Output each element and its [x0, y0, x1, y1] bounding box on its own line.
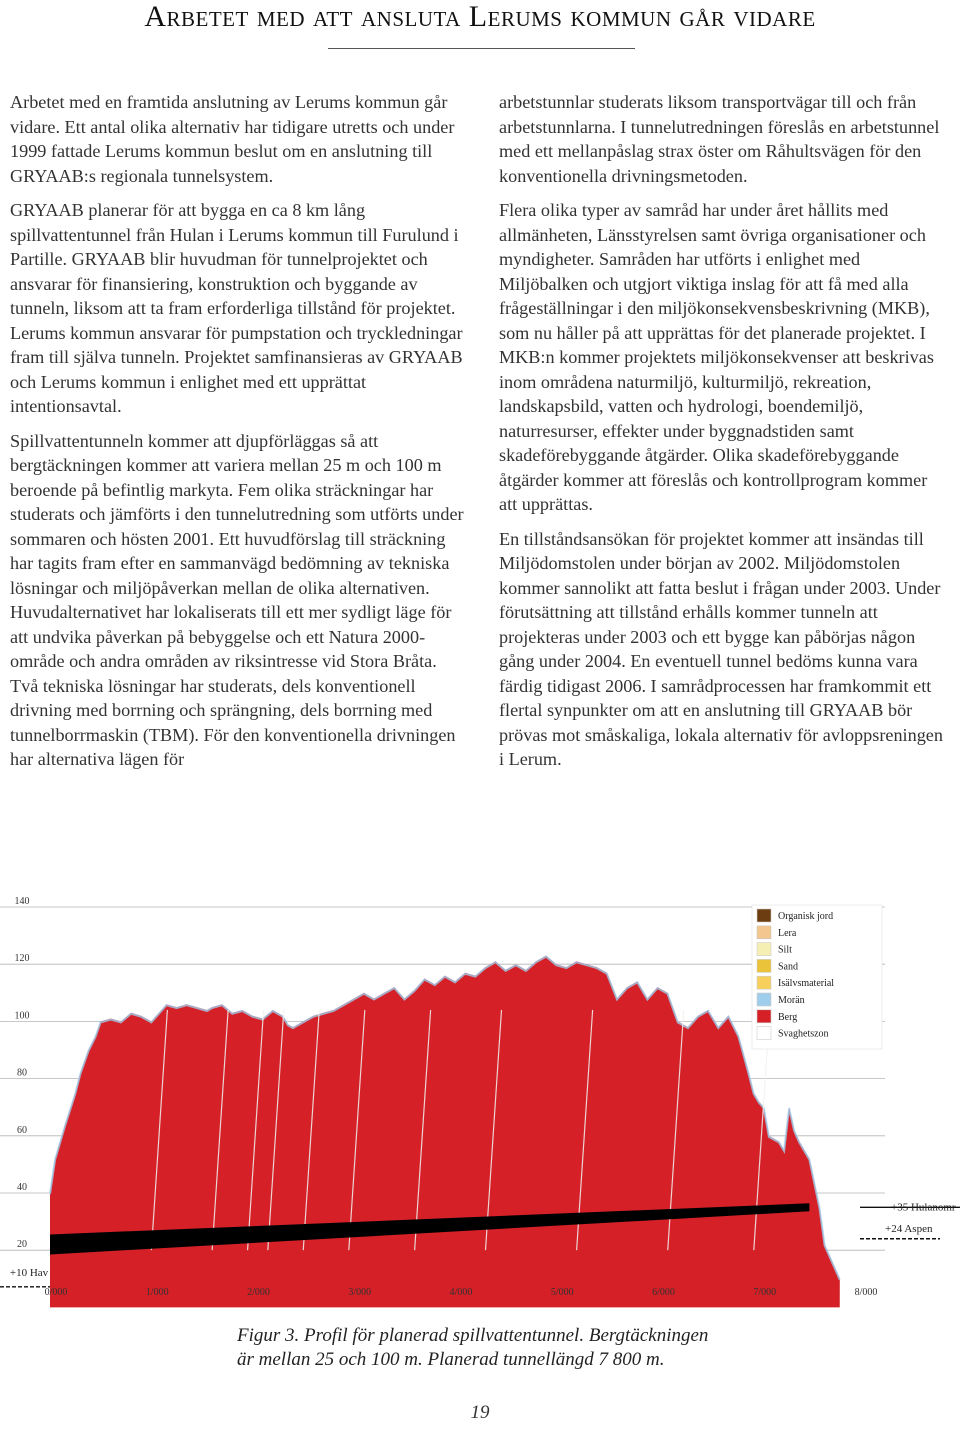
legend-swatch-4 [757, 959, 771, 972]
legend-label-8: Svaghetszon [778, 1028, 829, 1040]
legend-label-7: Berg [778, 1011, 798, 1023]
legend-label-6: Morän [778, 995, 805, 1006]
y-tick-label-60: 60 [17, 1124, 27, 1136]
left-paragraph-2: GRYAAB planerar för att bygga en ca 8 km lång spillvattentunnel från Hulan i Lerums kommun till Furulund i Partille. GRYAAB blir huvudman för tunnelprojektet och ansvarar för finansiering, konstruktion och byggande av tunneln, liksom att ta fram erforderliga tillstånd för projektet. Lerums kommun ansvarar för pumpstation och tryckledningar fram till själva tunneln. Projektet samfinansieras av GRYAAB och Lerums kommun i enlighet med ett upprättat intentionsavtal. [10, 200, 463, 416]
legend-box [752, 905, 882, 1049]
x-tick-label-6: 6/000 [652, 1287, 675, 1298]
x-tick-label-8: 8/000 [854, 1287, 878, 1298]
title-underline [328, 48, 635, 49]
y-tick-label-80: 80 [17, 1067, 27, 1079]
legend-swatch-5 [757, 976, 771, 989]
x-tick-label-2: 2/000 [247, 1287, 270, 1298]
right-column [499, 90, 949, 782]
x-tick-label-3: 3/000 [348, 1287, 372, 1298]
legend-label-5: Isälvsmaterial [778, 978, 835, 990]
right-paragraph-1: arbetstunnlar studerats liksom transportvägar till och från arbetstunnlarna. I tunnelutredningen föreslås en arbetstunnel med ett mellanpåslag strax öster om Råhultsvägen för den konventionella drivningsmetoden. [499, 92, 940, 186]
reference-label-3: +24 Aspen [885, 1222, 933, 1235]
legend-swatch-7 [757, 1010, 771, 1023]
legend-swatch-3 [757, 943, 771, 956]
left-paragraph-3: Spillvattentunneln kommer att djupförläggas så att bergtäckningen kommer att variera mellan 25 m och 100 m beroende på befintlig markyta. Fem olika sträckningar har studerats och jämförts i den tunnelutredning som utförts under sommaren och hösten 2001. Ett huvudförslag till sträckning har tagits fram efter en sammanvägd bedömning av tekniska lösningar och miljöpåverkan mellan de olika alternativen. Huvudalternativet har lokaliserats till ett mer sydligt läge för att undvika påverkan på bebyggelse och ett Natura 2000-område och andra områden av riksintresse vid Stora Bråta. Två tekniska lösningar har studerats, dels konventionell drivning med borrning och sprängning, dels borrning med tunnelborrmaskin (TBM). För den konventionella drivningen har alternativa lägen för [10, 430, 464, 769]
profile-chart [0, 893, 960, 1313]
x-tick-label-0: 0/000 [44, 1287, 68, 1298]
legend-label-4: Sand [778, 961, 798, 973]
x-tick-label-1: 1/000 [145, 1287, 169, 1298]
left-paragraph-1: Arbetet med en framtida anslutning av Lerums kommun går vidare. Ett antal olika alternativ har tidigare utretts och under 1999 fattade Lerums kommun beslut om en anslutning till GRYAAB:s regionala tunnelsystem. [10, 92, 455, 186]
legend-label-2: Lera [778, 927, 797, 939]
legend-swatch-8 [757, 1027, 771, 1040]
legend-swatch-1 [757, 909, 771, 922]
y-tick-label-40: 40 [17, 1182, 27, 1193]
right-paragraph-3: En tillståndsansökan för projektet kommer att insändas till Miljödomstolen under början av 2002. Miljödomstolen kommer sannolikt att fatta beslut i frågan under 2003. Under förutsättning att tillstånd erhålls kommer tunneln att projekteras under 2003 och ett bygge kan påbörjas någon gång under 2004. En eventuell tunnel bedöms kunna vara färdig tidigast 2006. I samrådprocessen har framkommit ett flertal synpunkter om att en anslutning till GRYAAB bör prövas mot småskaliga, lokala alternativ för avloppsreningen i Lerum. [499, 528, 943, 769]
legend-swatch-6 [757, 993, 771, 1006]
right-paragraph-2: Flera olika typer av samråd har under året hållits med allmänheten, Länsstyrelsen samt övriga organisationer och myndigheter. Samråden har utförts i enlighet med Miljöbalken och utgjort viktiga inslag för att få med alla frågeställningar i den miljökonsekvensbeskrivning (MKB), som nu håller på att upprättas för det planerade projektet. I MKB:n kommer projektets miljökonsekvenser att beskrivas inom områdena naturmiljö, kulturmiljö, rekreation, landskapsbild, vatten och hydrologi, boendemiljö, naturresurser, effekter under byggnadstiden samt skadeförebyggande åtgärder. Olika skadeförebyggande åtgärder kommer att föreslås och kontrollprogram kommer att upprättas. [499, 200, 934, 514]
page-title: Arbetet med att ansluta Lerums kommun går vidare [144, 0, 816, 33]
legend-swatch-2 [757, 926, 771, 939]
x-tick-label-7: 7/000 [753, 1287, 777, 1298]
page-number: 19 [470, 1402, 490, 1423]
reference-label-1: +10 Hav [9, 1266, 49, 1279]
legend-label-3: Silt [778, 944, 792, 956]
caption-line-2: är mellan 25 och 100 m. Planerad tunnellängd 7 800 m. [237, 1349, 665, 1370]
x-tick-label-4: 4/000 [449, 1287, 473, 1298]
y-tick-label-120: 120 [14, 953, 30, 965]
y-tick-label-140: 140 [14, 896, 30, 907]
reference-label-2: +35 Hulanomr [891, 1201, 956, 1214]
y-tick-label-20: 20 [17, 1239, 27, 1251]
y-tick-label-100: 100 [14, 1010, 30, 1022]
y-axis-ticks [15, 896, 30, 1250]
rock-profile-area [50, 956, 840, 1308]
x-tick-label-5: 5/000 [550, 1287, 574, 1298]
chart-legend [752, 905, 882, 1049]
figure-caption [237, 1324, 708, 1372]
legend-label-1: Organisk jord [778, 911, 834, 922]
left-column [10, 90, 465, 782]
caption-line-1: Figur 3. Profil för planerad spillvattentunnel. Bergtäckningen [237, 1325, 709, 1346]
